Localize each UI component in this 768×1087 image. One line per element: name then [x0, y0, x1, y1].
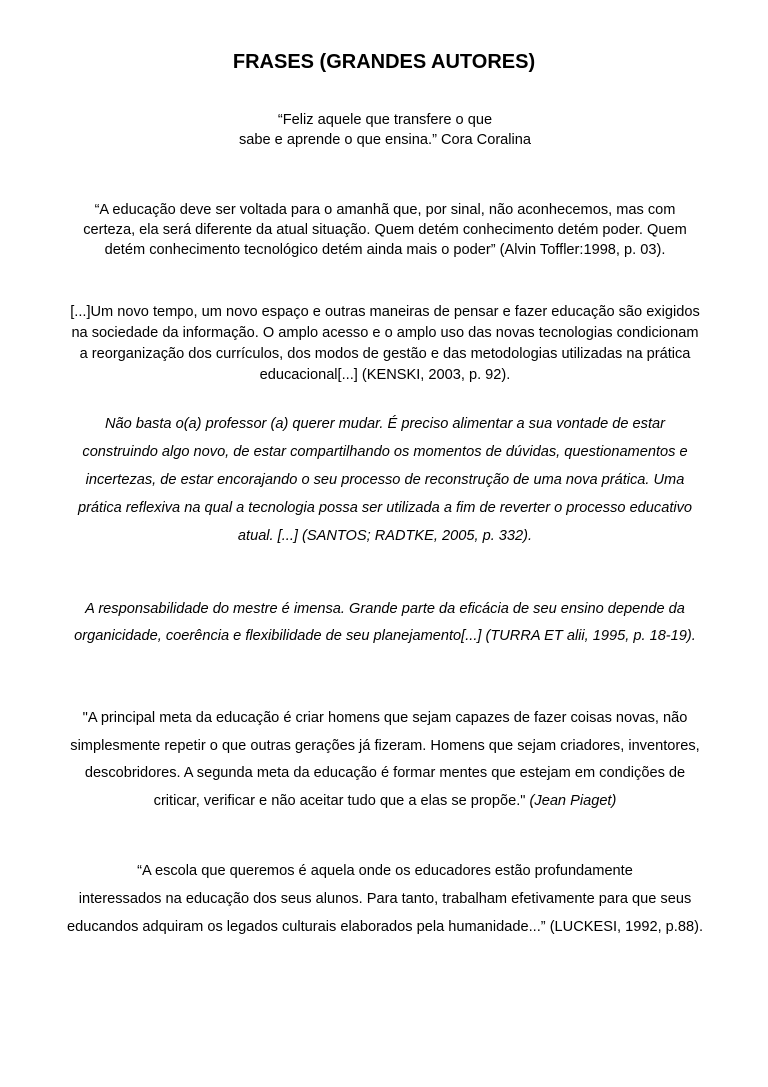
quote-line: Não basta o(a) professor (a) querer mudar. É preciso alimentar a sua vontade de estar	[105, 416, 665, 432]
quote-line: "A principal meta da educação é criar homens que sejam capazes de fazer coisas novas, não	[82, 710, 688, 726]
quote-line: interessados na educação dos seus alunos. Para tanto, trabalham efetivamente para que seus	[78, 891, 692, 907]
quote-line: certeza, ela será diferente da atual situação. Quem detém conhecimento detém poder. Quem	[83, 222, 687, 238]
quote-line: detém conhecimento tecnológico detém ainda mais o poder” (Alvin Toffler:1998, p. 03).	[104, 242, 666, 258]
quote-line: construindo algo novo, de estar compartilhando os momentos de dúvidas, questionamentos e	[82, 444, 688, 460]
quote-line: sabe e aprende o que ensina.” Cora Coralina	[238, 132, 532, 148]
quote-line: “Feliz aquele que transfere o que	[277, 112, 493, 128]
quote-line: simplesmente repetir o que outras gerações já fizeram. Homens que sejam criadores, inventores,	[70, 737, 700, 754]
quote-line: “A educação deve ser voltada para o amanhã que, por sinal, não aconhecemos, mas com	[94, 202, 676, 218]
quote-line: “A escola que queremos é aquela onde os educadores estão profundamente	[137, 863, 633, 879]
quote-line: a reorganização dos currículos, dos modos de gestão e das metodologias utilizadas na prática	[79, 346, 691, 362]
quote-line: organicidade, coerência e flexibilidade de seu planejamento[...] (TURRA ET alii, 1995, p. 18-19).	[74, 628, 696, 644]
quote-santos-radtke	[30, 410, 740, 550]
quote-line: na sociedade da informação. O amplo acesso e o amplo uso das novas tecnologias condicionam	[71, 325, 699, 341]
quote-line: [...]Um novo tempo, um novo espaço e outras maneiras de pensar e fazer educação são exigidos	[70, 304, 700, 320]
quote-cora-coralina	[200, 110, 570, 150]
quote-line: educacional[...] (KENSKI, 2003, p. 92).	[259, 367, 511, 383]
quote-line: prática reflexiva na qual a tecnologia possa ser utilizada a fim de reverter o processo educativo	[77, 500, 693, 516]
quote-line: A responsabilidade do mestre é imensa. Grande parte da eficácia de seu ensino depende da	[85, 601, 685, 617]
quote-author: (Jean Piaget)	[529, 792, 617, 809]
quote-luckesi	[30, 857, 740, 941]
quote-line: incertezas, de estar encorajando o seu processo de reconstrução de uma nova prática. Uma	[85, 472, 685, 488]
quote-turra	[30, 596, 740, 650]
quote-toffler	[40, 200, 730, 260]
quote-text: criticar, verificar e não aceitar tudo que a elas se propõe."	[153, 792, 530, 809]
page-title: FRASES (GRANDES AUTORES)	[232, 51, 536, 73]
quote-kenski	[30, 302, 740, 386]
quote-line: atual. [...] (SANTOS; RADTKE, 2005, p. 332).	[237, 528, 533, 544]
quote-line: descobridores. A segunda meta da educação é formar mentes que estejam em condições de	[84, 765, 686, 781]
quote-last-line	[30, 788, 740, 816]
quote-line: educandos adquiram os legados culturais elaborados pela humanidade...” (LUCKESI, 1992, p.88).	[66, 919, 704, 935]
quote-piaget	[30, 705, 740, 815]
